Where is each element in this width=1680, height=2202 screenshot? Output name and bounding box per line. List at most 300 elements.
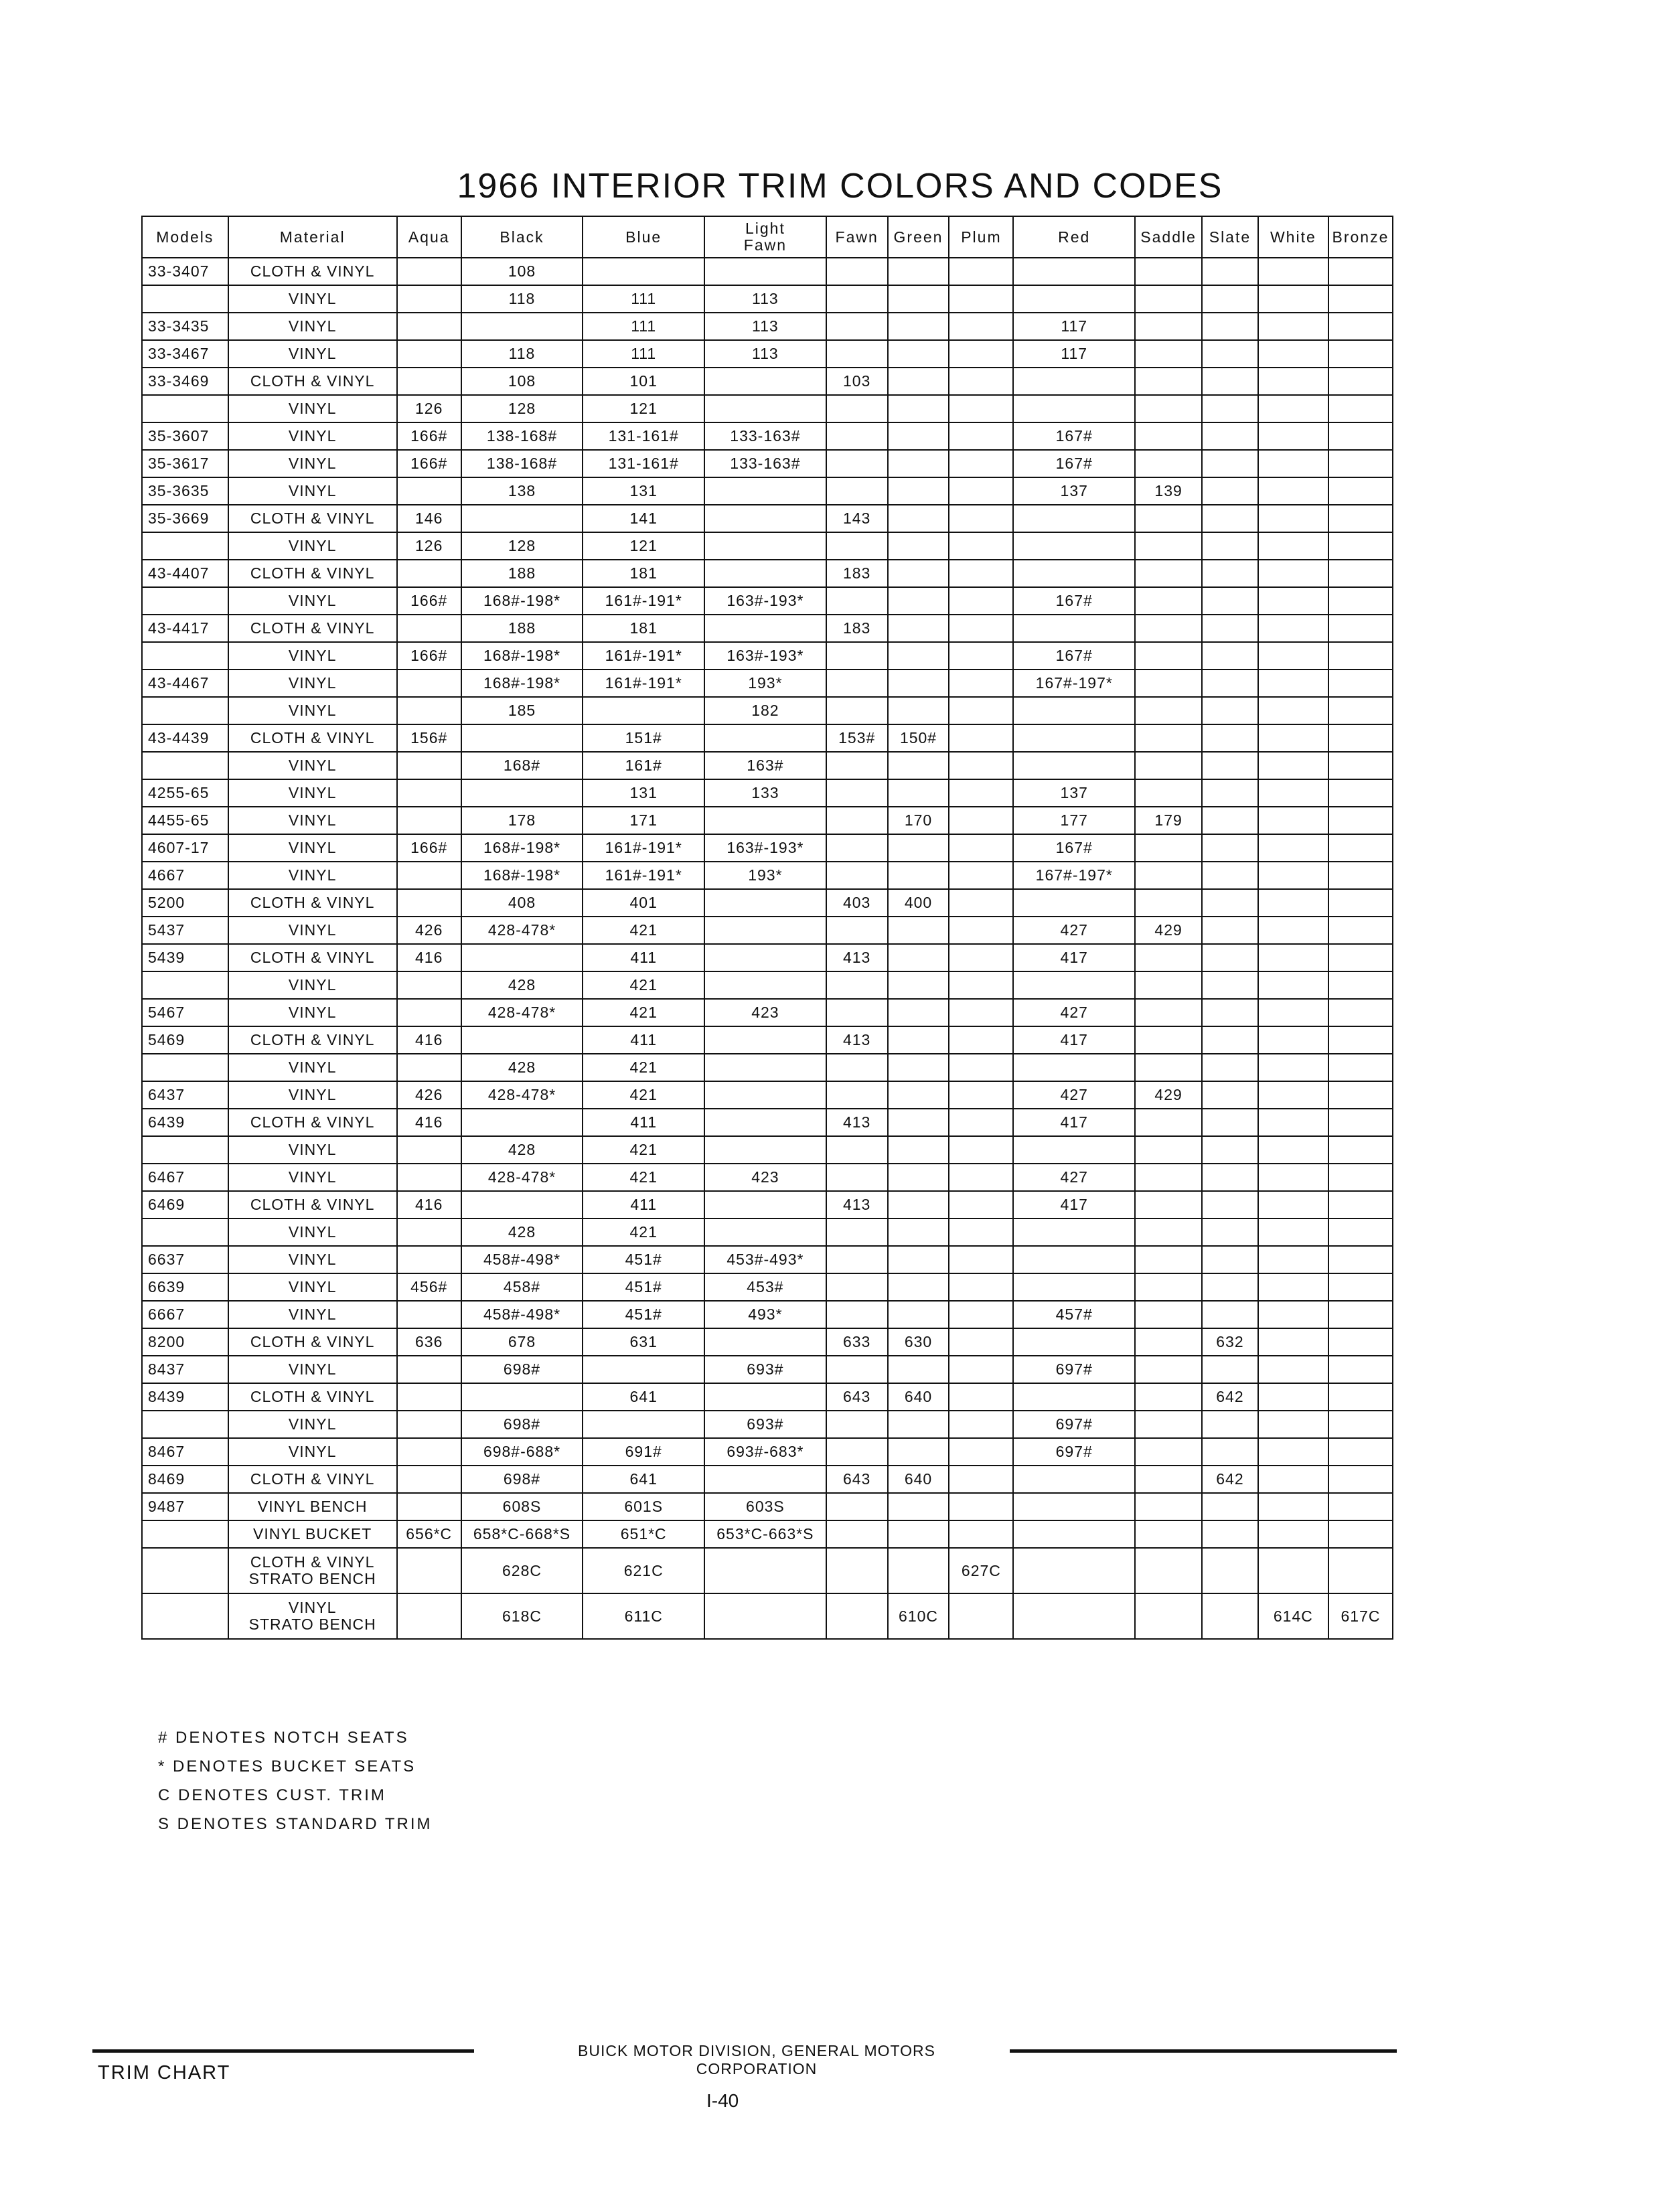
trim-code-cell: [1328, 971, 1393, 999]
trim-code-cell: [1202, 587, 1258, 615]
trim-code-cell: 170: [888, 807, 949, 834]
trim-code-cell: [1258, 422, 1328, 450]
trim-code-cell: [826, 1493, 888, 1520]
table-row: [142, 697, 1393, 724]
trim-code-cell: 131: [583, 477, 704, 505]
trim-code-cell: 183: [826, 560, 888, 587]
trim-code-cell: [1135, 999, 1202, 1026]
trim-code-cell: [949, 395, 1013, 422]
trim-code-cell: 137: [1013, 779, 1135, 807]
column-header: Plum: [949, 216, 1013, 258]
trim-code-cell: 698#: [461, 1466, 583, 1493]
trim-code-cell: 416: [397, 1026, 461, 1054]
trim-code-cell: 451#: [583, 1246, 704, 1273]
trim-code-cell: [949, 1191, 1013, 1218]
trim-code-cell: 121: [583, 395, 704, 422]
trim-code-cell: 108: [461, 368, 583, 395]
trim-code-cell: [888, 450, 949, 477]
trim-code-cell: [888, 1246, 949, 1273]
table-header-row: [142, 216, 1393, 258]
trim-code-cell: 161#-191*: [583, 587, 704, 615]
trim-code-cell: [949, 1328, 1013, 1356]
trim-code-cell: 421: [583, 917, 704, 944]
trim-code-cell: 697#: [1013, 1356, 1135, 1383]
trim-code-cell: [461, 313, 583, 340]
trim-code-cell: [704, 1054, 826, 1081]
material-cell: VINYL: [228, 587, 397, 615]
table-row: [142, 450, 1393, 477]
trim-code-cell: [1328, 917, 1393, 944]
trim-code-cell: [826, 1411, 888, 1438]
trim-code-cell: [704, 724, 826, 752]
trim-code-cell: [1258, 1109, 1328, 1136]
model-cell: 6637: [142, 1246, 228, 1273]
trim-code-cell: [1328, 1438, 1393, 1466]
trim-code-cell: 428: [461, 971, 583, 999]
trim-code-cell: 139: [1135, 477, 1202, 505]
trim-code-cell: [826, 1548, 888, 1593]
trim-code-cell: [1013, 1593, 1135, 1639]
model-cell: 8467: [142, 1438, 228, 1466]
table-row: [142, 779, 1393, 807]
trim-code-cell: 641: [583, 1466, 704, 1493]
trim-code-cell: [826, 1164, 888, 1191]
trim-code-cell: 614C: [1258, 1593, 1328, 1639]
trim-code-cell: [1328, 834, 1393, 862]
trim-code-cell: [1013, 1054, 1135, 1081]
trim-code-cell: 632: [1202, 1328, 1258, 1356]
trim-code-cell: [1135, 368, 1202, 395]
column-header: Black: [461, 216, 583, 258]
table-row: [142, 670, 1393, 697]
trim-code-cell: [704, 1136, 826, 1164]
trim-code-cell: [397, 313, 461, 340]
trim-code-cell: [397, 1301, 461, 1328]
trim-code-cell: 167#-197*: [1013, 670, 1135, 697]
trim-code-cell: 413: [826, 944, 888, 971]
material-cell: VINYL: [228, 1164, 397, 1191]
trim-code-cell: [1202, 395, 1258, 422]
trim-code-cell: 697#: [1013, 1411, 1135, 1438]
trim-code-cell: [704, 944, 826, 971]
trim-code-cell: [888, 1438, 949, 1466]
trim-code-cell: 426: [397, 1081, 461, 1109]
trim-code-cell: [397, 258, 461, 285]
trim-code-cell: [397, 670, 461, 697]
trim-code-cell: [888, 1164, 949, 1191]
trim-code-cell: [826, 1273, 888, 1301]
model-cell: [142, 971, 228, 999]
trim-code-cell: [1258, 1191, 1328, 1218]
column-header: Blue: [583, 216, 704, 258]
trim-code-cell: [1258, 368, 1328, 395]
trim-code-cell: 428-478*: [461, 1164, 583, 1191]
trim-code-cell: [1135, 395, 1202, 422]
page-number: I-40: [706, 2090, 739, 2111]
trim-code-cell: [1258, 917, 1328, 944]
trim-code-cell: [949, 724, 1013, 752]
trim-code-cell: 426: [397, 917, 461, 944]
trim-code-cell: 168#-198*: [461, 862, 583, 889]
footer-left-rule: [92, 2049, 474, 2053]
trim-code-cell: [1328, 670, 1393, 697]
trim-code-cell: [1328, 1054, 1393, 1081]
trim-code-cell: [461, 1383, 583, 1411]
trim-code-cell: 413: [826, 1026, 888, 1054]
trim-code-cell: 183: [826, 615, 888, 642]
trim-code-cell: 167#-197*: [1013, 862, 1135, 889]
trim-code-cell: [1013, 1246, 1135, 1273]
table-row: [142, 1438, 1393, 1466]
trim-code-cell: [1258, 1356, 1328, 1383]
trim-code-cell: 181: [583, 560, 704, 587]
trim-code-cell: [1328, 450, 1393, 477]
trim-code-cell: [1328, 1328, 1393, 1356]
trim-code-cell: [888, 1054, 949, 1081]
trim-code-cell: [1258, 505, 1328, 532]
model-cell: 5469: [142, 1026, 228, 1054]
trim-code-cell: [949, 834, 1013, 862]
material-cell: VINYL: [228, 422, 397, 450]
trim-code-cell: [1013, 505, 1135, 532]
trim-code-cell: 168#-198*: [461, 834, 583, 862]
trim-code-cell: [888, 670, 949, 697]
trim-code-cell: 133: [704, 779, 826, 807]
trim-code-cell: [397, 1136, 461, 1164]
model-cell: 4455-65: [142, 807, 228, 834]
trim-code-cell: [949, 532, 1013, 560]
trim-code-cell: [888, 999, 949, 1026]
table-row: [142, 917, 1393, 944]
trim-code-cell: 117: [1013, 313, 1135, 340]
table-row: [142, 313, 1393, 340]
trim-code-cell: [1328, 615, 1393, 642]
table-row: [142, 422, 1393, 450]
trim-code-cell: 603S: [704, 1493, 826, 1520]
trim-code-cell: [1135, 1466, 1202, 1493]
trim-code-cell: [1202, 834, 1258, 862]
material-cell: VINYL: [228, 1438, 397, 1466]
model-cell: 43-4467: [142, 670, 228, 697]
table-row: [142, 1356, 1393, 1383]
trim-code-cell: 108: [461, 258, 583, 285]
trim-code-cell: 643: [826, 1466, 888, 1493]
trim-code-cell: 143: [826, 505, 888, 532]
trim-code-cell: 138: [461, 477, 583, 505]
model-cell: [142, 1054, 228, 1081]
trim-code-cell: [397, 862, 461, 889]
model-cell: 33-3467: [142, 340, 228, 368]
trim-code-cell: [1328, 752, 1393, 779]
trim-code-cell: 113: [704, 313, 826, 340]
trim-code-cell: 168#-198*: [461, 642, 583, 670]
material-cell: VINYL: [228, 313, 397, 340]
trim-code-cell: [397, 560, 461, 587]
model-cell: 5437: [142, 917, 228, 944]
trim-code-cell: [949, 1246, 1013, 1273]
trim-code-cell: 167#: [1013, 422, 1135, 450]
trim-code-cell: 128: [461, 395, 583, 422]
trim-code-cell: [1135, 1356, 1202, 1383]
trim-code-cell: [949, 258, 1013, 285]
table-row: [142, 1054, 1393, 1081]
trim-code-cell: [704, 1026, 826, 1054]
trim-code-cell: [583, 1356, 704, 1383]
trim-code-cell: 161#-191*: [583, 834, 704, 862]
trim-code-cell: [1258, 862, 1328, 889]
trim-code-cell: [888, 1548, 949, 1593]
trim-code-cell: [826, 1218, 888, 1246]
trim-code-cell: 458#-498*: [461, 1301, 583, 1328]
trim-code-cell: [704, 917, 826, 944]
trim-code-cell: [1202, 779, 1258, 807]
trim-code-cell: 131-161#: [583, 450, 704, 477]
trim-code-cell: [1328, 1218, 1393, 1246]
model-cell: 6437: [142, 1081, 228, 1109]
trim-code-cell: [704, 560, 826, 587]
trim-code-cell: [949, 1438, 1013, 1466]
trim-code-cell: 163#-193*: [704, 834, 826, 862]
trim-code-cell: [1258, 1520, 1328, 1548]
trim-code-cell: [1135, 1218, 1202, 1246]
trim-code-cell: [1013, 1273, 1135, 1301]
trim-code-cell: [704, 889, 826, 917]
trim-code-cell: 493*: [704, 1301, 826, 1328]
material-cell: CLOTH & VINYL: [228, 889, 397, 917]
trim-code-cell: [949, 368, 1013, 395]
trim-code-cell: [1202, 862, 1258, 889]
material-cell: VINYL: [228, 1273, 397, 1301]
trim-code-cell: [1135, 670, 1202, 697]
trim-code-cell: [1202, 1026, 1258, 1054]
trim-code-cell: [397, 1466, 461, 1493]
trim-code-cell: [888, 395, 949, 422]
trim-code-cell: 698#: [461, 1356, 583, 1383]
trim-code-cell: 457#: [1013, 1301, 1135, 1328]
trim-code-cell: [1135, 1246, 1202, 1273]
trim-code-cell: [949, 779, 1013, 807]
trim-code-cell: [949, 1054, 1013, 1081]
trim-code-cell: [1135, 862, 1202, 889]
trim-code-cell: 642: [1202, 1383, 1258, 1411]
trim-code-cell: 166#: [397, 587, 461, 615]
trim-code-cell: 428: [461, 1136, 583, 1164]
trim-code-cell: 126: [397, 395, 461, 422]
trim-code-cell: 413: [826, 1109, 888, 1136]
trim-code-cell: [949, 285, 1013, 313]
trim-code-cell: [1328, 1383, 1393, 1411]
trim-code-cell: 166#: [397, 450, 461, 477]
trim-code-cell: 166#: [397, 422, 461, 450]
trim-code-cell: [888, 642, 949, 670]
trim-code-cell: [1013, 697, 1135, 724]
trim-code-cell: [888, 1493, 949, 1520]
trim-code-cell: [888, 1356, 949, 1383]
trim-code-cell: 168#: [461, 752, 583, 779]
model-cell: 6639: [142, 1273, 228, 1301]
trim-code-cell: [826, 670, 888, 697]
trim-code-cell: 166#: [397, 834, 461, 862]
material-cell: VINYL: [228, 1356, 397, 1383]
trim-code-cell: [583, 258, 704, 285]
trim-code-cell: [1328, 1081, 1393, 1109]
trim-code-cell: [1013, 1466, 1135, 1493]
trim-code-cell: [704, 1081, 826, 1109]
trim-code-cell: [1135, 1301, 1202, 1328]
trim-code-cell: [1135, 1191, 1202, 1218]
trim-code-cell: [1328, 1301, 1393, 1328]
trim-code-cell: 411: [583, 1191, 704, 1218]
trim-code-cell: 118: [461, 285, 583, 313]
trim-code-cell: [704, 615, 826, 642]
trim-code-cell: [888, 1218, 949, 1246]
trim-code-cell: [826, 917, 888, 944]
trim-code-cell: [888, 1191, 949, 1218]
trim-code-cell: [1258, 971, 1328, 999]
trim-code-cell: [1202, 1548, 1258, 1593]
trim-code-cell: [1202, 1438, 1258, 1466]
model-cell: 6469: [142, 1191, 228, 1218]
trim-code-cell: 193*: [704, 670, 826, 697]
trim-code-cell: 133-163#: [704, 422, 826, 450]
trim-code-cell: [1258, 560, 1328, 587]
column-header: Saddle: [1135, 216, 1202, 258]
trim-code-cell: [888, 615, 949, 642]
material-cell: VINYL: [228, 1054, 397, 1081]
trim-code-cell: 423: [704, 1164, 826, 1191]
trim-code-cell: 161#: [583, 752, 704, 779]
material-cell: VINYL: [228, 1411, 397, 1438]
trim-code-cell: [1013, 971, 1135, 999]
trim-code-cell: [949, 1356, 1013, 1383]
trim-code-cell: [1013, 1328, 1135, 1356]
trim-code-cell: [888, 258, 949, 285]
trim-code-cell: 153#: [826, 724, 888, 752]
trim-code-cell: [1258, 779, 1328, 807]
trim-code-cell: [1013, 560, 1135, 587]
trim-code-cell: [1258, 1301, 1328, 1328]
trim-code-cell: [1202, 313, 1258, 340]
trim-code-cell: [1258, 395, 1328, 422]
trim-code-cell: [1258, 807, 1328, 834]
trim-code-cell: [1013, 724, 1135, 752]
trim-code-cell: [704, 807, 826, 834]
legend-item: S DENOTES STANDARD TRIM: [158, 1815, 433, 1833]
trim-code-cell: 427: [1013, 1081, 1135, 1109]
trim-code-cell: [397, 1548, 461, 1593]
trim-code-cell: 121: [583, 532, 704, 560]
trim-code-cell: 179: [1135, 807, 1202, 834]
table-row: [142, 1081, 1393, 1109]
model-cell: 35-3617: [142, 450, 228, 477]
trim-code-cell: 658*C-668*S: [461, 1520, 583, 1548]
trim-code-cell: 167#: [1013, 834, 1135, 862]
trim-code-cell: 167#: [1013, 450, 1135, 477]
trim-code-cell: [1328, 368, 1393, 395]
model-cell: 8469: [142, 1466, 228, 1493]
trim-code-cell: [949, 642, 1013, 670]
trim-code-cell: [1202, 285, 1258, 313]
model-cell: 4255-65: [142, 779, 228, 807]
trim-code-cell: [704, 258, 826, 285]
material-cell: VINYL: [228, 862, 397, 889]
trim-code-cell: [1328, 1164, 1393, 1191]
trim-code-cell: [949, 1136, 1013, 1164]
trim-code-cell: [1135, 560, 1202, 587]
trim-code-cell: [1135, 1136, 1202, 1164]
trim-code-cell: 656*C: [397, 1520, 461, 1548]
trim-code-cell: [1202, 615, 1258, 642]
material-cell: CLOTH & VINYL: [228, 1466, 397, 1493]
trim-code-cell: [397, 477, 461, 505]
trim-code-cell: 401: [583, 889, 704, 917]
trim-code-cell: 156#: [397, 724, 461, 752]
material-cell: VINYL: [228, 1218, 397, 1246]
trim-code-cell: 416: [397, 944, 461, 971]
trim-code-cell: [826, 1438, 888, 1466]
trim-code-cell: 601S: [583, 1493, 704, 1520]
trim-code-cell: [826, 477, 888, 505]
trim-code-cell: [461, 724, 583, 752]
trim-code-cell: 631: [583, 1328, 704, 1356]
trim-code-cell: [1202, 917, 1258, 944]
column-header: Slate: [1202, 216, 1258, 258]
trim-code-cell: [1328, 1026, 1393, 1054]
trim-code-cell: [1258, 834, 1328, 862]
trim-code-cell: [1328, 1191, 1393, 1218]
trim-code-cell: 118: [461, 340, 583, 368]
material-cell: VINYL: [228, 834, 397, 862]
trim-code-cell: 618C: [461, 1593, 583, 1639]
model-cell: [142, 285, 228, 313]
trim-code-cell: [949, 340, 1013, 368]
table-row: [142, 368, 1393, 395]
trim-code-cell: 171: [583, 807, 704, 834]
trim-code-cell: [1258, 670, 1328, 697]
model-cell: 6667: [142, 1301, 228, 1328]
material-cell: CLOTH & VINYL: [228, 560, 397, 587]
trim-code-cell: [1258, 1493, 1328, 1520]
table-row: [142, 285, 1393, 313]
trim-code-cell: [949, 807, 1013, 834]
trim-code-cell: [826, 1246, 888, 1273]
trim-code-cell: 167#: [1013, 642, 1135, 670]
trim-code-cell: [461, 944, 583, 971]
trim-code-cell: [1135, 697, 1202, 724]
trim-code-cell: [949, 971, 1013, 999]
legend: [158, 1729, 432, 1844]
trim-code-cell: [1328, 395, 1393, 422]
trim-code-cell: 421: [583, 1081, 704, 1109]
trim-code-cell: 111: [583, 313, 704, 340]
trim-code-cell: [1013, 1136, 1135, 1164]
material-cell: VINYL: [228, 752, 397, 779]
trim-code-cell: [1328, 1246, 1393, 1273]
trim-code-cell: [397, 752, 461, 779]
trim-code-cell: [461, 505, 583, 532]
trim-code-cell: 188: [461, 560, 583, 587]
trim-code-cell: [397, 1438, 461, 1466]
trim-code-cell: [397, 1246, 461, 1273]
trim-code-cell: 161#-191*: [583, 670, 704, 697]
table-row: [142, 1493, 1393, 1520]
trim-code-cell: [583, 697, 704, 724]
trim-code-cell: [949, 1493, 1013, 1520]
column-header: Green: [888, 216, 949, 258]
trim-code-cell: [826, 532, 888, 560]
trim-code-cell: [1135, 450, 1202, 477]
table-row: [142, 1301, 1393, 1328]
